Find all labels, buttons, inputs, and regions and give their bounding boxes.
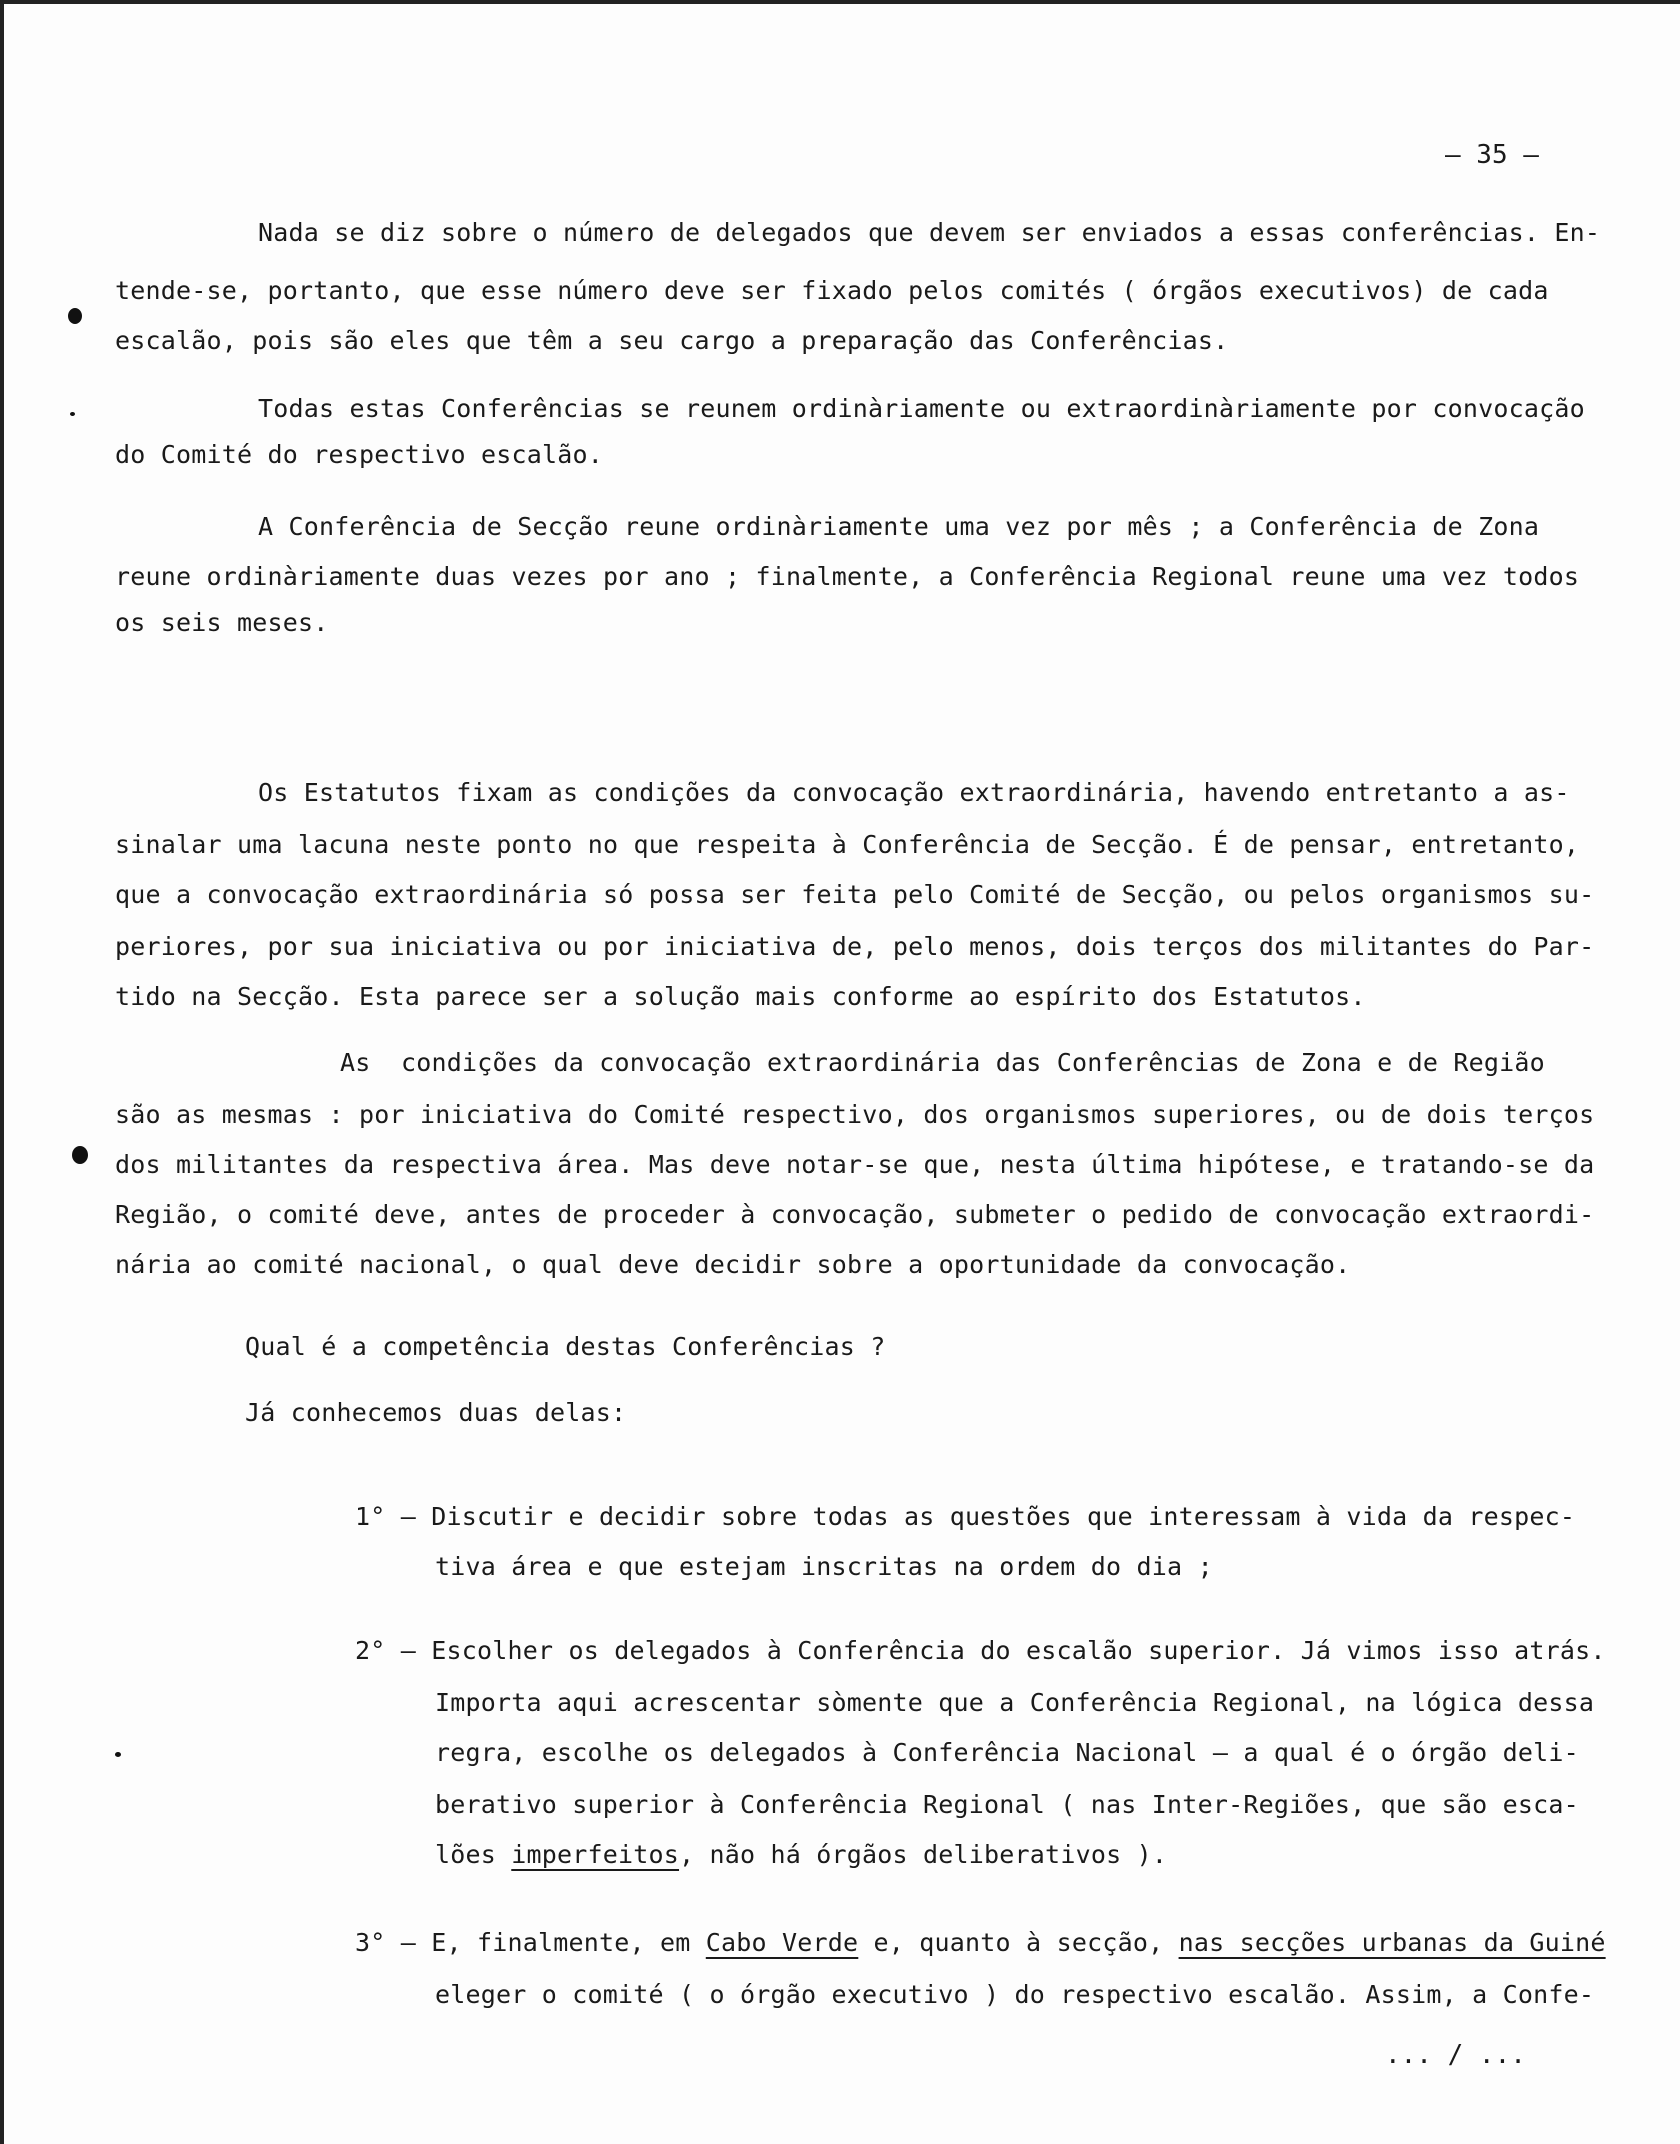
list-item-line: 3° – E, finalmente, em Cabo Verde e, quanto à secção, nas secções urbanas da Guiné [355,1928,1606,1957]
text-line: reune ordinàriamente duas vezes por ano ; finalmente, a Conferência Regional reune uma vez todos [115,562,1580,591]
text-line: Nada se diz sobre o número de delegados que devem ser enviados a essas conferências. En- [258,218,1601,247]
list-item-line: lões imperfeitos, não há órgãos deliberativos ). [435,1840,1168,1869]
scan-border-top [0,0,1680,4]
text-line: que a convocação extraordinária só possa ser feita pelo Comité de Secção, ou pelos organismos su- [115,880,1595,909]
text-line: Já conhecemos duas delas: [245,1398,627,1427]
text-line: nária ao comité nacional, o qual deve decidir sobre a oportunidade da convocação. [115,1250,1351,1279]
text-line: tende-se, portanto, que esse número deve ser fixado pelos comités ( órgãos executivos) de cada [115,276,1549,305]
scan-speck [68,308,82,324]
text-line: escalão, pois são eles que têm a seu cargo a preparação das Conferências. [115,326,1229,355]
text-line: A Conferência de Secção reune ordinàriamente uma vez por mês ; a Conferência de Zona [258,512,1540,541]
text-line: dos militantes da respectiva área. Mas deve notar-se que, nesta última hipótese, e tratando-se da [115,1150,1595,1179]
text-line: tido na Secção. Esta parece ser a solução mais conforme ao espírito dos Estatutos. [115,982,1366,1011]
text-line: periores, por sua iniciativa ou por iniciativa de, pelo menos, dois terços dos militantes do Par- [115,932,1595,961]
text-line: Os Estatutos fixam as condições da convocação extraordinária, havendo entretanto a as- [258,778,1570,807]
text-line: os seis meses. [115,608,329,637]
text-line: As condições da convocação extraordinária das Conferências de Zona e de Região [340,1048,1545,1077]
scan-speck [115,1752,121,1757]
scan-speck [70,412,75,416]
scan-speck [72,1146,88,1164]
text-line: Qual é a competência destas Conferências ? [245,1332,886,1361]
list-item-line: berativo superior à Conferência Regional ( nas Inter-Regiões, que são esca- [435,1790,1579,1819]
continuation-mark: ... / ... [1385,2040,1526,2070]
list-item-line: eleger o comité ( o órgão executivo ) do respectivo escalão. Assim, a Confe- [435,1980,1595,2009]
text-line: Todas estas Conferências se reunem ordinàriamente ou extraordinàriamente por convocação [258,394,1585,423]
scan-border-left [0,0,4,2144]
list-item-line: 1° – Discutir e decidir sobre todas as questões que interessam à vida da respec- [355,1502,1576,1531]
text-line: Região, o comité deve, antes de proceder à convocação, submeter o pedido de convocação extraordi- [115,1200,1595,1229]
list-item-line: Importa aqui acrescentar sòmente que a Conferência Regional, na lógica dessa [435,1688,1595,1717]
text-line: do Comité do respectivo escalão. [115,440,604,469]
list-item-line: regra, escolhe os delegados à Conferência Nacional – a qual é o órgão deli- [435,1738,1579,1767]
list-item-line: 2° – Escolher os delegados à Conferência do escalão superior. Já vimos isso atrás. [355,1636,1606,1665]
text-line: sinalar uma lacuna neste ponto no que respeita à Conferência de Secção. É de pensar, entretanto, [115,830,1580,859]
list-item-line: tiva área e que estejam inscritas na ordem do dia ; [435,1552,1213,1581]
text-line: são as mesmas : por iniciativa do Comité respectivo, dos organismos superiores, ou de dois terços [115,1100,1595,1129]
page-number: – 35 – [1445,140,1539,170]
